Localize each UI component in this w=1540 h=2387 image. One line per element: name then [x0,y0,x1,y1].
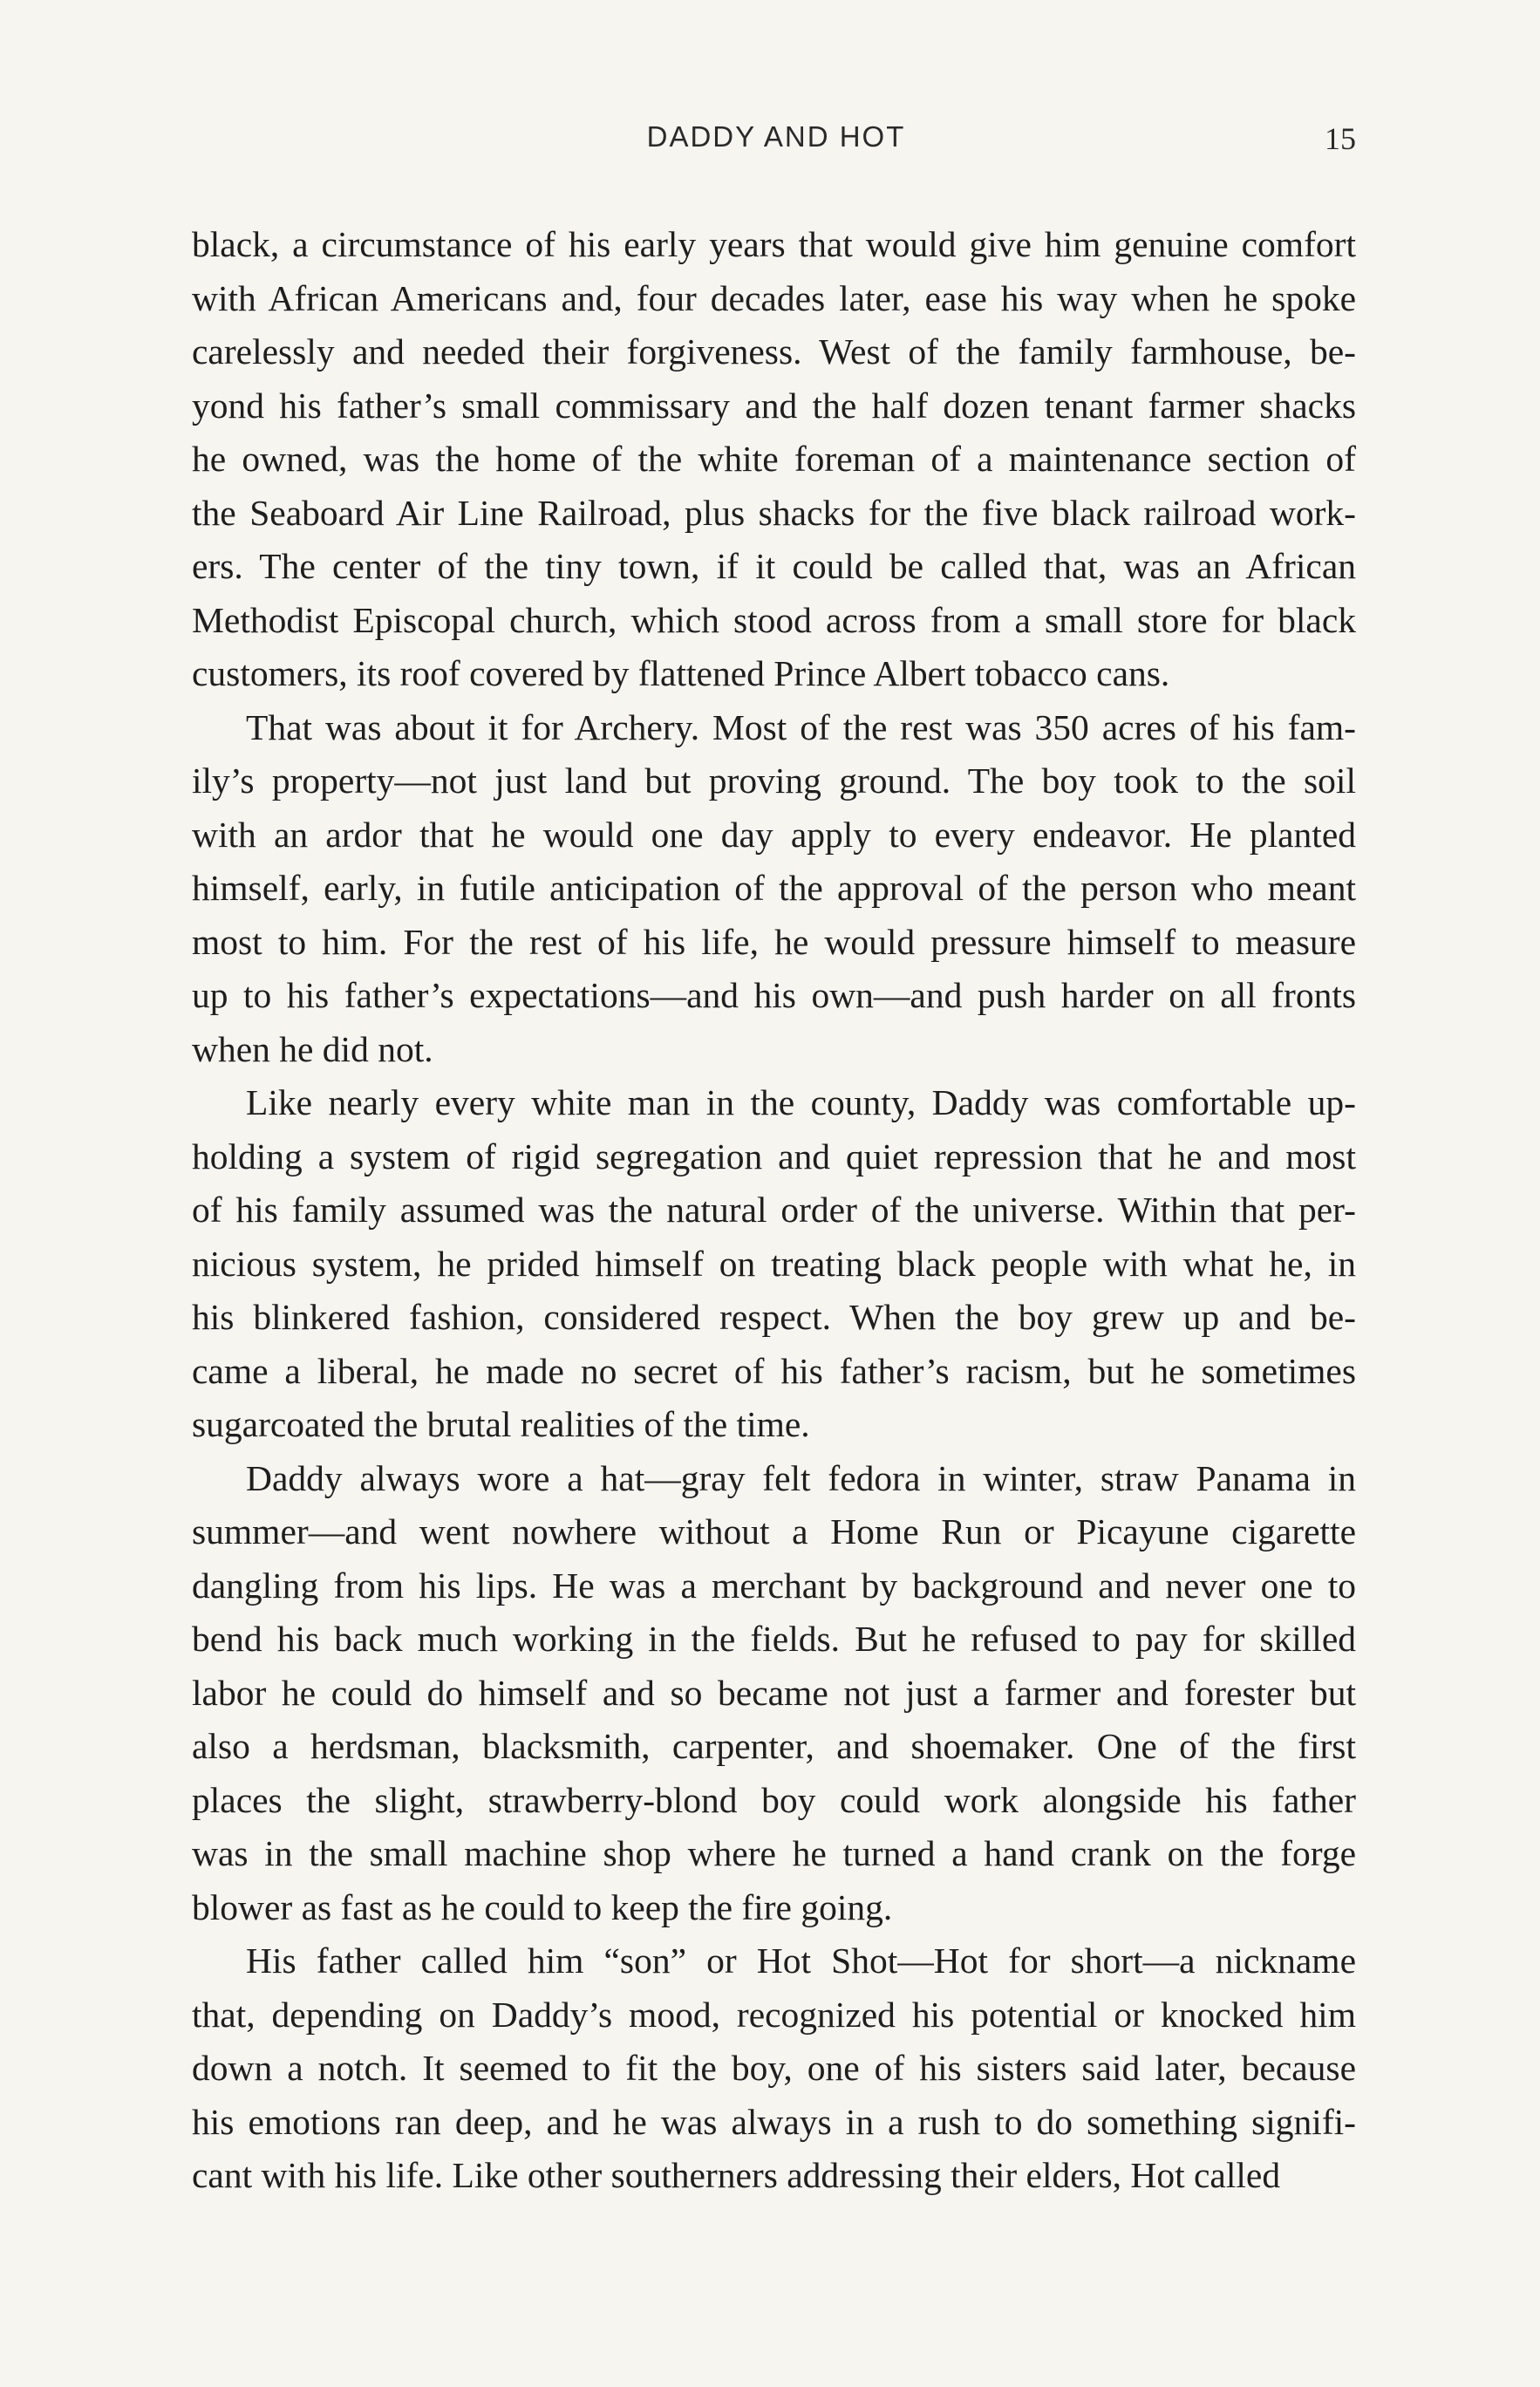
text-line: dangling from his lips. He was a merchant by background and never one to [192,1565,1356,1606]
text-line: that, depending on Daddy’s mood, recognized his potential or knocked him [192,1994,1356,2035]
page-header [196,120,1356,173]
text-line: cant with his life. Like other southerners addressing their elders, Hot called [192,2155,1281,2195]
text-line: That was about it for Archery. Most of the rest was 350 acres of his fam- [246,706,1356,747]
page-number: 15 [1325,121,1356,156]
text-line: yond his father’s small commissary and the half dozen tenant farmer shacks [192,385,1356,426]
text-line: Like nearly every white man in the county, Daddy was comfortable up- [246,1082,1356,1122]
text-line: carelessly and needed their forgiveness. West of the family farmhouse, be- [192,331,1356,372]
text-line: his emotions ran deep, and he was always in a rush to do something signifi- [192,2101,1356,2142]
body-text [192,218,1356,2203]
text-line: blower as fast as he could to keep the fire going. [192,1886,893,1927]
text-line: customers, its roof covered by flattened Prince Albert tobacco cans. [192,653,1170,693]
text-line: labor he could do himself and so became not just a farmer and forester but [192,1672,1356,1713]
text-line: holding a system of rigid segregation and quiet repression that he and most [192,1136,1356,1176]
text-line: when he did not. [192,1028,433,1069]
text-line: most to him. For the rest of his life, he would pressure himself to measure [192,921,1356,962]
text-line: up to his father’s expectations—and his own—and push harder on all fronts [192,975,1356,1015]
paragraph [192,218,1356,701]
paragraph [192,1076,1356,1452]
text-line: bend his back much working in the fields. But he refused to pay for skilled [192,1619,1356,1659]
text-line: himself, early, in futile anticipation of the approval of the person who meant [192,868,1356,908]
text-line: of his family assumed was the natural order of the universe. Within that per- [192,1190,1356,1230]
text-line: black, a circumstance of his early years that would give him genuine comfort [192,224,1356,264]
text-line: his blinkered fashion, considered respect. When the boy grew up and be- [192,1297,1356,1337]
text-line: Methodist Episcopal church, which stood across from a small store for black [192,599,1356,640]
text-line: places the slight, strawberry-blond boy could work alongside his father [192,1779,1356,1820]
paragraph [192,1452,1356,1935]
text-line: with African Americans and, four decades later, ease his way when he spoke [192,277,1356,318]
text-line: was in the small machine shop where he turned a hand crank on the forge [192,1833,1356,1873]
text-line: summer—and went nowhere without a Home Run or Picayune cigarette [192,1511,1356,1552]
text-line: with an ardor that he would one day apply to every endeavor. He planted [192,814,1356,855]
text-line: down a notch. It seemed to fit the boy, one of his sisters said later, because [192,2048,1356,2088]
text-line: ily’s property—not just land but proving ground. The boy took to the soil [192,760,1356,801]
text-line: ers. The center of the tiny town, if it could be called that, was an African [192,546,1356,586]
text-line: he owned, was the home of the white foreman of a maintenance section of [192,439,1356,479]
text-line: sugarcoated the brutal realities of the time. [192,1404,810,1444]
text-line: Daddy always wore a hat—gray felt fedora in winter, straw Panama in [246,1457,1356,1498]
paragraph [192,1934,1356,2203]
text-line: came a liberal, he made no secret of his father’s racism, but he sometimes [192,1350,1356,1391]
paragraph [192,701,1356,1077]
text-line: the Seaboard Air Line Railroad, plus shacks for the five black railroad work- [192,492,1356,533]
running-head: DADDY AND HOT [646,120,906,153]
text-line: also a herdsman, blacksmith, carpenter, and shoemaker. One of the first [192,1726,1356,1766]
text-line: nicious system, he prided himself on treating black people with what he, in [192,1243,1356,1284]
text-line: His father called him “son” or Hot Shot—Hot for short—a nickname [246,1940,1356,1981]
